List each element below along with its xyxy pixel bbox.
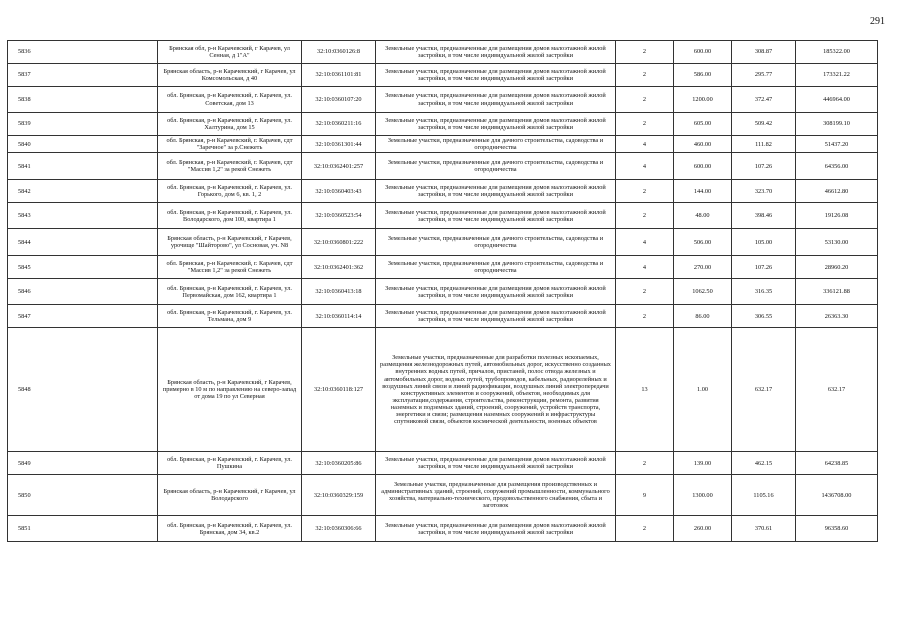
table-row: [8, 41, 878, 64]
cadastral-number-cell: 32:10:0360118:127: [302, 328, 376, 452]
table-row: [8, 113, 878, 136]
cadastral-number-cell: 32:10:0360523:54: [302, 203, 376, 229]
land-purpose-cell: Земельные участки, предназначенные для дачного строительства, садоводства и огородничества: [376, 256, 616, 279]
cadastral-number-cell: 32:10:0360329:159: [302, 475, 376, 516]
table-row: [8, 305, 878, 328]
area-cell: 1.00: [674, 328, 732, 452]
cadastral-value-cell: 64238.85: [796, 452, 878, 475]
cadastral-number-cell: 32:10:0360114:14: [302, 305, 376, 328]
specific-value-cell: 316.35: [732, 279, 796, 305]
group-number-cell: 13: [616, 328, 674, 452]
address-cell: Брянская область, р-н Карачевский, г Карачев, ул Комсомольская, д 40: [158, 64, 302, 87]
address-cell: обл. Брянская, р-н Карачевский, г. Карачев, ул. Горького, дом 6, кв. 1, 2: [158, 180, 302, 203]
specific-value-cell: 632.17: [732, 328, 796, 452]
area-cell: 586.00: [674, 64, 732, 87]
row-number: 5846: [8, 279, 158, 305]
address-cell: обл. Брянская, р-н Карачевский, г. Карачев, ул. Тельмана, дом 9: [158, 305, 302, 328]
row-number: 5843: [8, 203, 158, 229]
area-cell: 270.00: [674, 256, 732, 279]
table-row: [8, 328, 878, 452]
specific-value-cell: 295.77: [732, 64, 796, 87]
cadastral-value-cell: 26363.30: [796, 305, 878, 328]
cadastral-value-cell: 308199.10: [796, 113, 878, 136]
row-number: 5849: [8, 452, 158, 475]
cadastral-value-cell: 53130.00: [796, 229, 878, 256]
area-cell: 260.00: [674, 516, 732, 542]
land-purpose-cell: Земельные участки, предназначенные для размещения домов малоэтажной жилой застройки, в том числе индивидуальной жилой застройки: [376, 64, 616, 87]
cadastral-value-cell: 19126.08: [796, 203, 878, 229]
table-row: [8, 180, 878, 203]
table-row: [8, 87, 878, 113]
cadastral-number-cell: 32:10:0360107:20: [302, 87, 376, 113]
row-number: 5840: [8, 136, 158, 153]
area-cell: 1062.50: [674, 279, 732, 305]
group-number-cell: 2: [616, 452, 674, 475]
cadastral-value-cell: 46612.80: [796, 180, 878, 203]
row-number: 5842: [8, 180, 158, 203]
land-purpose-cell: Земельные участки, предназначенные для размещения домов малоэтажной жилой застройки, в том числе индивидуальной жилой застройки: [376, 279, 616, 305]
group-number-cell: 4: [616, 256, 674, 279]
land-purpose-cell: Земельные участки, предназначенные для размещения домов малоэтажной жилой застройки, в том числе индивидуальной жилой застройки: [376, 516, 616, 542]
cadastral-number-cell: 32:10:0361301:44: [302, 136, 376, 153]
cadastral-number-cell: 32:10:0360126:8: [302, 41, 376, 64]
cadastral-value-table: [7, 40, 878, 542]
land-purpose-cell: Земельные участки, предназначенные для размещения домов малоэтажной жилой застройки, в том числе индивидуальной жилой застройки: [376, 203, 616, 229]
land-purpose-cell: Земельные участки, предназначенные для размещения домов малоэтажной жилой застройки, в том числе индивидуальной жилой застройки: [376, 113, 616, 136]
group-number-cell: 2: [616, 279, 674, 305]
specific-value-cell: 107.26: [732, 153, 796, 180]
area-cell: 144.00: [674, 180, 732, 203]
table-row: [8, 256, 878, 279]
address-cell: обл. Брянская, р-н Карачевский, г. Карачев, сдт "Массив 1,2" за рекой Снежеть: [158, 256, 302, 279]
row-number: 5851: [8, 516, 158, 542]
row-number: 5839: [8, 113, 158, 136]
row-number: 5841: [8, 153, 158, 180]
group-number-cell: 2: [616, 87, 674, 113]
area-cell: 460.00: [674, 136, 732, 153]
row-number: 5838: [8, 87, 158, 113]
group-number-cell: 4: [616, 153, 674, 180]
specific-value-cell: 111.82: [732, 136, 796, 153]
cadastral-number-cell: 32:10:0360801:222: [302, 229, 376, 256]
area-cell: 506.00: [674, 229, 732, 256]
cadastral-value-cell: 632.17: [796, 328, 878, 452]
area-cell: 1200.00: [674, 87, 732, 113]
area-cell: 1300.00: [674, 475, 732, 516]
land-purpose-cell: Земельные участки, предназначенные для дачного строительства, садоводства и огородничества: [376, 153, 616, 180]
specific-value-cell: 105.00: [732, 229, 796, 256]
address-cell: обл. Брянская, р-н Карачевский, г. Карачев, ул. Халтурина, дом 15: [158, 113, 302, 136]
area-cell: 600.00: [674, 153, 732, 180]
group-number-cell: 4: [616, 136, 674, 153]
cadastral-value-cell: 1436708.00: [796, 475, 878, 516]
table-row: [8, 136, 878, 153]
row-number: 5836: [8, 41, 158, 64]
row-number: 5848: [8, 328, 158, 452]
specific-value-cell: 306.55: [732, 305, 796, 328]
specific-value-cell: 370.61: [732, 516, 796, 542]
area-cell: 605.00: [674, 113, 732, 136]
row-number: 5847: [8, 305, 158, 328]
address-cell: обл. Брянская, р-н Карачевский, г. Карачев, ул. Первомайская, дом 162, квартира 1: [158, 279, 302, 305]
address-cell: обл. Брянская, р-н Карачевский, г. Карачев, ул. Советская, дом 13: [158, 87, 302, 113]
cadastral-value-cell: 446964.00: [796, 87, 878, 113]
row-number: 5837: [8, 64, 158, 87]
address-cell: обл. Брянская, р-н Карачевский, г. Карачев, ул. Брянская, дом 34, кв.2: [158, 516, 302, 542]
cadastral-number-cell: 32:10:0360413:18: [302, 279, 376, 305]
land-purpose-cell: Земельные участки, предназначенные для размещения домов малоэтажной жилой застройки, в том числе индивидуальной жилой застройки: [376, 452, 616, 475]
table-row: [8, 452, 878, 475]
table-row: [8, 203, 878, 229]
address-cell: Брянская область, р-н Карачевский, г Карачев, примерно в 10 м по направлению на северо-запад от дома 19 по ул Северная: [158, 328, 302, 452]
address-cell: обл. Брянская, р-н Карачевский, г. Карачев, ул. Пушкина: [158, 452, 302, 475]
area-cell: 86.00: [674, 305, 732, 328]
area-cell: 139.00: [674, 452, 732, 475]
cadastral-number-cell: 32:10:0360211:16: [302, 113, 376, 136]
specific-value-cell: 323.70: [732, 180, 796, 203]
cadastral-number-cell: 32:10:0362401:257: [302, 153, 376, 180]
address-cell: Брянская область, р-н Карачевский, г Карачев, ул Володарского: [158, 475, 302, 516]
table-row: [8, 279, 878, 305]
table-row: [8, 153, 878, 180]
land-purpose-cell: Земельные участки, предназначенные для размещения домов малоэтажной жилой застройки, в том числе индивидуальной жилой застройки: [376, 41, 616, 64]
cadastral-value-cell: 51437.20: [796, 136, 878, 153]
group-number-cell: 2: [616, 113, 674, 136]
table-row: [8, 475, 878, 516]
row-number: 5850: [8, 475, 158, 516]
address-cell: обл. Брянская, р-н Карачевский, г. Карачев, сдт "Массив 1,2" за рекой Снежеть: [158, 153, 302, 180]
specific-value-cell: 398.46: [732, 203, 796, 229]
table-row: [8, 64, 878, 87]
row-number: 5844: [8, 229, 158, 256]
group-number-cell: 2: [616, 203, 674, 229]
area-cell: 48.00: [674, 203, 732, 229]
specific-value-cell: 462.15: [732, 452, 796, 475]
group-number-cell: 2: [616, 180, 674, 203]
specific-value-cell: 372.47: [732, 87, 796, 113]
address-cell: Брянская обл, р-н Карачевский, г Карачев, ул Сенная, д 1"А": [158, 41, 302, 64]
table-row: [8, 516, 878, 542]
cadastral-number-cell: 32:10:0360403:43: [302, 180, 376, 203]
land-purpose-cell: Земельные участки, предназначенные для размещения домов малоэтажной жилой застройки, в том числе индивидуальной жилой застройки: [376, 305, 616, 328]
address-cell: Брянская область, р-н Карачевский, г Карачев, урочище "Шайторово", ул Сосновая, уч. N8: [158, 229, 302, 256]
cadastral-value-cell: 173321.22: [796, 64, 878, 87]
cadastral-number-cell: 32:10:0362401:362: [302, 256, 376, 279]
cadastral-value-cell: 185322.00: [796, 41, 878, 64]
group-number-cell: 2: [616, 41, 674, 64]
cadastral-value-cell: 28960.20: [796, 256, 878, 279]
group-number-cell: 4: [616, 229, 674, 256]
table-row: [8, 229, 878, 256]
specific-value-cell: 308.87: [732, 41, 796, 64]
land-purpose-cell: Земельные участки, предназначенные для размещения производственных и административных зданий, строений, сооружений промышленности, коммунального хозяйства, материально-технического, продовольственного снабжения, сбыта и заготовок: [376, 475, 616, 516]
group-number-cell: 2: [616, 305, 674, 328]
address-cell: обл. Брянская, р-н Карачевский, г. Карачев, сдт "Заречное" за р.Снежеть: [158, 136, 302, 153]
specific-value-cell: 107.26: [732, 256, 796, 279]
land-purpose-cell: Земельные участки, предназначенные для разработки полезных ископаемых, размещения железнодорожных путей, автомобильных дорог, искусственно созданных внутренних водных путей, причалов, пристаней, полос отвода железных и автомобильных дорог, водных путей, трубопроводов, кабельных, радиорелейных и воздушных линий связи и линий радиофикации, воздушных линий электропередачи конструктивных элементов и сооружений, объектов, необходимых для эксплуатации,содержания, строительства, реконструкции, ремонта, развития наземных и подземных зданий, строений, сооружений, устройств транспорта, энергетики и связи; размещения наземных сооружений и инфраструктуры спутниковой связи, объектов космической деятельности, военных объектов: [376, 328, 616, 452]
group-number-cell: 9: [616, 475, 674, 516]
land-purpose-cell: Земельные участки, предназначенные для дачного строительства, садоводства и огородничества: [376, 229, 616, 256]
page-number: 291: [870, 16, 885, 27]
cadastral-number-cell: 32:10:0360306:66: [302, 516, 376, 542]
area-cell: 600.00: [674, 41, 732, 64]
cadastral-number-cell: 32:10:0360205:86: [302, 452, 376, 475]
cadastral-value-cell: 64356.00: [796, 153, 878, 180]
group-number-cell: 2: [616, 516, 674, 542]
land-purpose-cell: Земельные участки, предназначенные для размещения домов малоэтажной жилой застройки, в том числе индивидуальной жилой застройки: [376, 87, 616, 113]
cadastral-value-cell: 336121.88: [796, 279, 878, 305]
cadastral-value-cell: 96358.60: [796, 516, 878, 542]
specific-value-cell: 509.42: [732, 113, 796, 136]
group-number-cell: 2: [616, 64, 674, 87]
cadastral-number-cell: 32:10:0361101:81: [302, 64, 376, 87]
specific-value-cell: 1105.16: [732, 475, 796, 516]
land-purpose-cell: Земельные участки, предназначенные для размещения домов малоэтажной жилой застройки, в том числе индивидуальной жилой застройки: [376, 180, 616, 203]
land-purpose-cell: Земельные участки, предназначенные для дачного строительства, садоводства и огородничества: [376, 136, 616, 153]
address-cell: обл. Брянская, р-н Карачевский, г. Карачев, ул. Володарского, дом 100, квартира 1: [158, 203, 302, 229]
row-number: 5845: [8, 256, 158, 279]
